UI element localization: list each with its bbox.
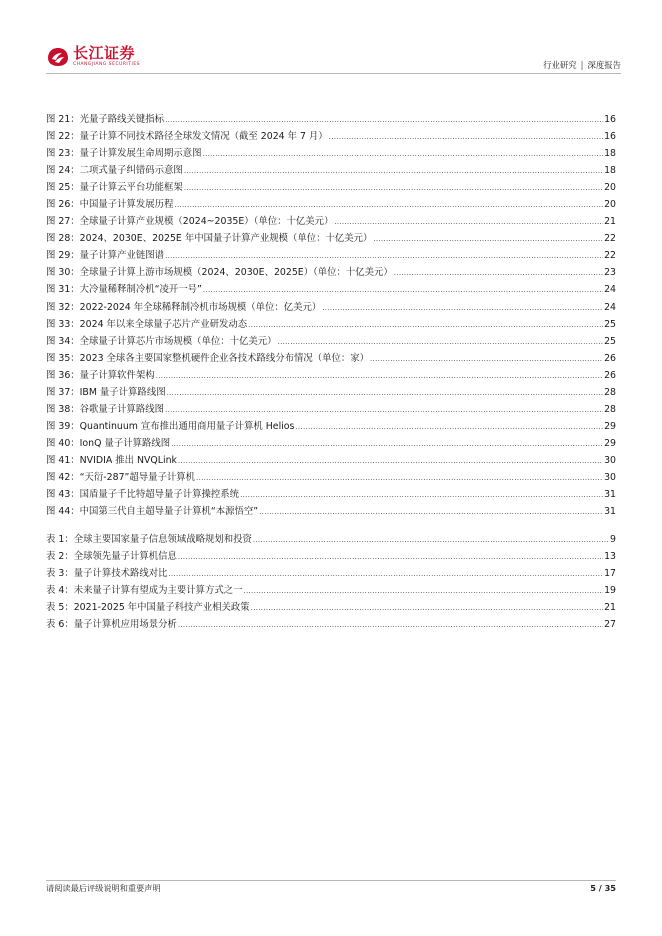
dot-leader — [165, 116, 603, 124]
footer-disclaimer: 请阅读最后评级说明和重要声明 — [46, 883, 161, 893]
dot-leader — [167, 389, 603, 397]
toc-entry-page: 28 — [604, 386, 616, 398]
toc-entry-label: 图 27： — [46, 216, 80, 228]
toc-entry-page: 16 — [604, 131, 616, 143]
toc-entry-caption: 2024 年以来全球量子芯片产业研发动态 — [79, 318, 248, 330]
dot-leader — [329, 133, 603, 141]
toc-entry-caption: IonQ 量子计算路线图 — [79, 437, 171, 449]
dot-leader — [253, 536, 609, 544]
toc-entry-page: 18 — [604, 165, 616, 177]
toc-entry-title — [46, 469, 195, 483]
toc-entry-page: 25 — [604, 318, 616, 330]
dot-leader — [171, 440, 603, 448]
toc-entry-page: 18 — [604, 148, 616, 160]
company-logo — [46, 44, 140, 70]
toc-entry[interactable] — [46, 486, 616, 503]
toc-entry-caption: 量子计算不同技术路径全球发文情况（截至 2024 年 7 月） — [79, 131, 328, 143]
toc-entry[interactable] — [46, 145, 616, 162]
dot-leader — [178, 621, 603, 629]
dot-leader — [243, 587, 603, 595]
table-of-contents — [46, 111, 616, 633]
toc-entry[interactable] — [46, 162, 616, 179]
toc-entry-title — [46, 333, 277, 347]
toc-entry-page: 30 — [604, 454, 616, 466]
toc-entry-title — [46, 128, 328, 142]
toc-entry-caption: 2021-2025 年中国量子科技产业相关政策 — [73, 602, 250, 614]
toc-entry-label: 图 33： — [46, 318, 80, 330]
toc-entry[interactable] — [46, 565, 616, 582]
toc-entry-caption: 中国量子计算发展历程 — [79, 199, 174, 211]
toc-entry-caption: 全球领先量子计算机信息 — [73, 551, 177, 563]
header-separator: | — [580, 60, 584, 70]
toc-entry[interactable] — [46, 384, 616, 401]
toc-entry-title — [46, 384, 166, 398]
toc-entry-title — [46, 145, 202, 159]
toc-entry-title — [46, 299, 321, 313]
toc-entry[interactable] — [46, 401, 616, 418]
toc-entry-caption: 中国第三代自主超导量子计算机“本源悟空” — [79, 506, 259, 518]
toc-entry-title — [46, 435, 170, 449]
dot-leader — [203, 286, 603, 294]
dot-leader — [373, 235, 603, 243]
toc-entry-label: 图 26： — [46, 199, 80, 211]
toc-entry[interactable] — [46, 179, 616, 196]
toc-entry-label: 图 23： — [46, 148, 80, 160]
toc-entry[interactable] — [46, 469, 616, 486]
toc-entry-caption: 光量子路线关键指标 — [79, 114, 165, 125]
toc-entry-page: 30 — [604, 471, 616, 483]
toc-entry-page: 31 — [604, 489, 616, 501]
toc-entry-label: 图 21： — [46, 114, 80, 125]
toc-entry-title — [46, 111, 164, 125]
toc-entry-label: 图 38： — [46, 403, 80, 415]
toc-entry[interactable] — [46, 531, 616, 548]
toc-entry-title — [46, 401, 164, 415]
toc-entry-page: 20 — [604, 199, 616, 211]
dot-leader — [184, 184, 603, 192]
toc-entry[interactable] — [46, 548, 616, 565]
toc-entry-caption: 2024、2030E、2025E 年中国量子计算产业规模（单位：十亿美元） — [79, 233, 373, 245]
toc-entry-title — [46, 548, 177, 562]
toc-entry-caption: 2022-2024 年全球稀释制冷机市场规模（单位：亿美元） — [79, 301, 322, 313]
toc-entry-caption: 二项式量子纠错码示意图 — [79, 165, 183, 177]
toc-entry[interactable] — [46, 111, 616, 128]
table-list — [46, 531, 616, 633]
toc-entry-label: 图 31： — [46, 284, 80, 296]
toc-entry-label: 图 35： — [46, 352, 80, 364]
toc-entry-caption: 全球量子计算芯片市场规模（单位：十亿美元） — [79, 335, 277, 347]
toc-entry[interactable] — [46, 435, 616, 452]
toc-entry-caption: 量子计算发展生命周期示意图 — [79, 148, 202, 160]
toc-entry-label: 图 37： — [46, 386, 80, 398]
toc-entry-caption: 2023 全球各主要国家整机硬件企业各技术路线分布情况（单位：家） — [79, 352, 370, 364]
report-type-label: 深度报告 — [587, 60, 621, 70]
toc-entry-caption: 国盾量子千比特超导量子计算操控系统 — [79, 489, 240, 501]
toc-entry-page: 22 — [604, 250, 616, 262]
toc-entry[interactable] — [46, 582, 616, 599]
category-label: 行业研究 — [543, 60, 577, 70]
toc-entry-label: 图 34： — [46, 335, 80, 347]
dot-leader — [259, 508, 603, 516]
toc-entry-label: 图 29： — [46, 250, 80, 262]
toc-entry-title — [46, 281, 202, 295]
toc-entry-label: 图 36： — [46, 369, 80, 381]
toc-entry-title — [46, 213, 333, 227]
dot-leader — [165, 406, 603, 414]
dot-leader — [196, 474, 603, 482]
dot-leader — [174, 201, 603, 209]
page-number: 5 / 35 — [590, 883, 616, 893]
toc-entry-caption: 全球量子计算上游市场规模（2024、2030E、2025E）（单位：十亿美元） — [79, 267, 393, 279]
toc-entry-caption: 大冷量稀释制冷机“凌开一号” — [79, 284, 202, 296]
toc-entry-caption: 量子计算产业链图谱 — [79, 250, 165, 262]
toc-entry-page: 20 — [604, 182, 616, 194]
toc-entry[interactable] — [46, 599, 616, 616]
toc-entry-page: 16 — [604, 114, 616, 125]
toc-entry-title — [46, 196, 173, 210]
toc-entry-page: 24 — [604, 301, 616, 313]
dot-leader — [184, 167, 603, 175]
dot-leader — [394, 269, 603, 277]
toc-entry-title — [46, 162, 183, 176]
toc-entry-label: 表 1： — [46, 534, 74, 546]
toc-entry-caption: 谷歌量子计算路线图 — [79, 403, 165, 415]
toc-entry-title — [46, 616, 177, 630]
toc-entry[interactable] — [46, 196, 616, 213]
toc-entry-label: 图 44： — [46, 506, 80, 518]
toc-entry-page: 21 — [604, 602, 616, 614]
dot-leader — [203, 150, 604, 158]
toc-entry-title — [46, 264, 393, 278]
toc-entry-caption: 量子计算软件架构 — [79, 369, 155, 381]
toc-entry-page: 21 — [604, 216, 616, 228]
toc-entry-page: 13 — [604, 551, 616, 563]
dot-leader — [168, 570, 603, 578]
toc-entry-caption: NVIDIA 推出 NVQLink — [79, 454, 177, 466]
toc-entry-page: 31 — [604, 506, 616, 518]
dot-leader — [165, 252, 603, 260]
toc-entry-caption: 全球量子计算产业规模（2024~2035E）（单位：十亿美元） — [79, 216, 334, 228]
dot-leader — [322, 304, 603, 312]
toc-entry-label: 图 25： — [46, 182, 80, 194]
toc-entry-caption: 未来量子计算有望成为主要计算方式之一 — [73, 585, 243, 597]
toc-entry-title — [46, 350, 369, 364]
dot-leader — [370, 355, 603, 363]
toc-entry-label: 图 40： — [46, 437, 80, 449]
toc-entry-page: 26 — [604, 369, 616, 381]
toc-entry-label: 表 5： — [46, 602, 74, 614]
toc-entry-title — [46, 247, 164, 261]
toc-entry-page: 9 — [610, 534, 616, 546]
toc-entry-label: 表 2： — [46, 551, 74, 563]
toc-entry-label: 图 42： — [46, 471, 80, 483]
toc-entry-page: 27 — [604, 619, 616, 631]
dot-leader — [178, 457, 603, 465]
toc-entry[interactable] — [46, 316, 616, 333]
toc-entry-label: 图 43： — [46, 489, 80, 501]
toc-entry-page: 23 — [604, 267, 616, 279]
dot-leader — [278, 338, 604, 346]
toc-entry[interactable] — [46, 616, 616, 633]
toc-entry[interactable] — [46, 333, 616, 350]
toc-entry-label: 表 4： — [46, 585, 74, 597]
toc-entry-page: 29 — [604, 420, 616, 432]
toc-entry-page: 29 — [604, 437, 616, 449]
toc-entry-label: 图 30： — [46, 267, 80, 279]
toc-entry-page: 25 — [604, 335, 616, 347]
logo-name-en: CHANGJIANG SECURITIES — [73, 62, 141, 68]
dot-leader — [295, 423, 603, 431]
toc-entry-page: 26 — [604, 352, 616, 364]
toc-entry-label: 表 3： — [46, 568, 74, 580]
toc-entry[interactable] — [46, 128, 616, 145]
toc-entry-page: 17 — [604, 568, 616, 580]
toc-entry-title — [46, 367, 155, 381]
toc-entry[interactable] — [46, 452, 616, 469]
toc-entry[interactable] — [46, 418, 616, 435]
brand-mark-icon — [46, 46, 70, 68]
toc-entry-caption: 量子计算技术路线对比 — [73, 568, 168, 580]
toc-entry[interactable] — [46, 503, 616, 520]
dot-leader — [178, 553, 603, 561]
toc-entry-title — [46, 582, 242, 596]
report-category — [543, 59, 621, 71]
list-gap — [46, 520, 616, 531]
toc-entry-title — [46, 418, 294, 432]
toc-entry-label: 表 6： — [46, 619, 74, 631]
toc-entry-title — [46, 486, 239, 500]
toc-entry[interactable] — [46, 299, 616, 316]
toc-entry-label: 图 22： — [46, 131, 80, 143]
dot-leader — [240, 491, 603, 499]
toc-entry-caption: Quantinuum 宣布推出通用商用量子计算机 Helios — [79, 420, 295, 432]
toc-entry-label: 图 41： — [46, 454, 80, 466]
toc-entry-title — [46, 599, 250, 613]
toc-entry[interactable] — [46, 281, 616, 298]
toc-entry-caption: 量子计算机应用场景分析 — [73, 619, 177, 631]
toc-entry-page: 28 — [604, 403, 616, 415]
toc-entry-page: 22 — [604, 233, 616, 245]
dot-leader — [251, 604, 603, 612]
page-header — [46, 44, 621, 72]
toc-entry-caption: “天衍-287”超导量子计算机 — [79, 471, 196, 483]
toc-entry-title — [46, 230, 372, 244]
toc-entry[interactable] — [46, 213, 616, 230]
footer-divider — [46, 880, 616, 881]
toc-entry-caption: 全球主要国家量子信息领域战略规划和投资 — [73, 534, 252, 546]
dot-leader — [156, 372, 603, 380]
toc-entry-label: 图 28： — [46, 233, 80, 245]
figure-list — [46, 111, 616, 520]
toc-entry-label: 图 24： — [46, 165, 80, 177]
toc-entry-caption: IBM 量子计算路线图 — [79, 386, 166, 398]
toc-entry-title — [46, 565, 167, 579]
toc-entry-label: 图 32： — [46, 301, 80, 313]
toc-entry-title — [46, 531, 252, 545]
header-divider — [46, 73, 621, 74]
toc-entry-title — [46, 179, 183, 193]
toc-entry-label: 图 39： — [46, 420, 80, 432]
toc-entry-title — [46, 452, 177, 466]
logo-name-cn: 长江证券 — [73, 44, 136, 63]
toc-entry-page: 24 — [604, 284, 616, 296]
toc-entry-page: 19 — [604, 585, 616, 597]
toc-entry[interactable] — [46, 264, 616, 281]
toc-entry[interactable] — [46, 247, 616, 264]
toc-entry-title — [46, 503, 258, 517]
toc-entry[interactable] — [46, 350, 616, 367]
toc-entry-title — [46, 316, 247, 330]
toc-entry[interactable] — [46, 230, 616, 247]
toc-entry[interactable] — [46, 367, 616, 384]
dot-leader — [248, 321, 603, 329]
dot-leader — [334, 218, 603, 226]
toc-entry-caption: 量子计算云平台功能框架 — [79, 182, 183, 194]
